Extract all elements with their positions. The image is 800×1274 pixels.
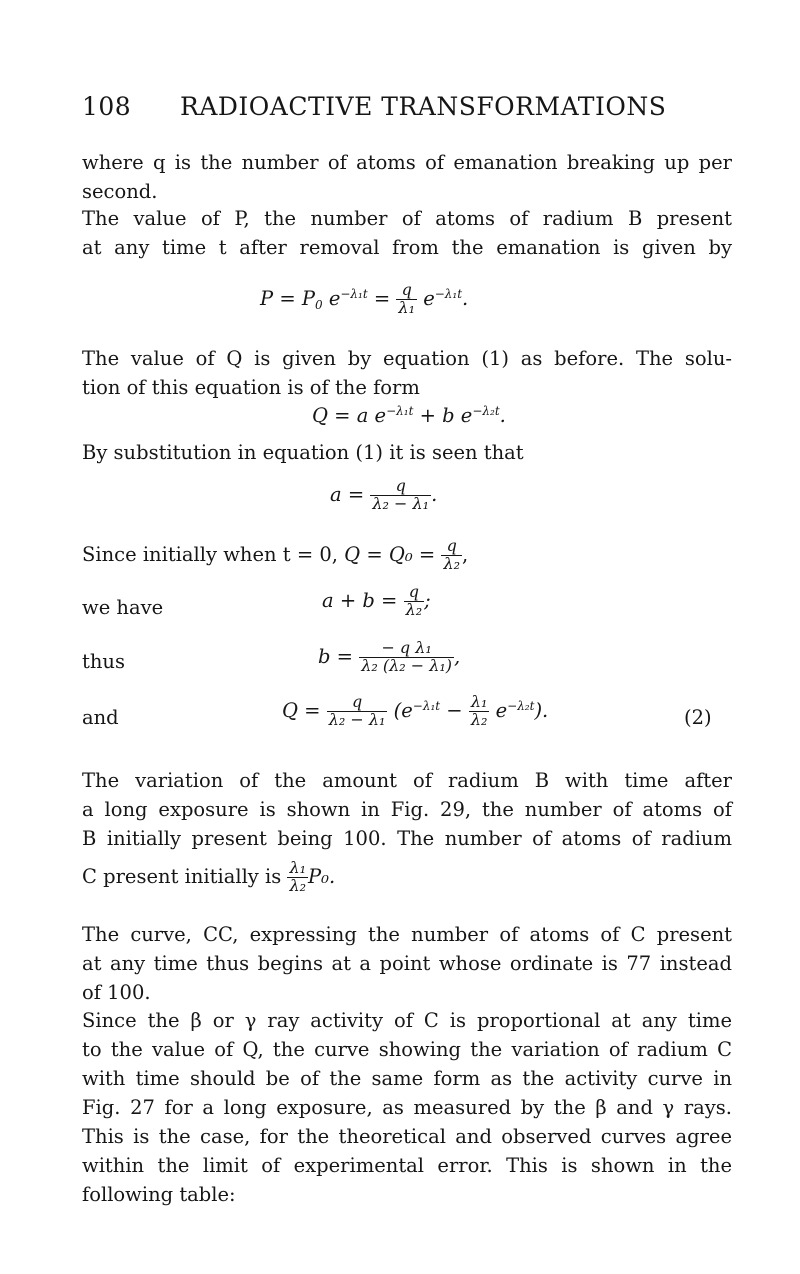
equation-p: $P = P_0$ $e^{-\lambda_1t}$ = $\frac{q}{\text{λ₁}}$ $e^{-\lambda_1t}$. xyxy=(260,280,469,317)
paragraph-4: By substitution in equation (1) it is seen that xyxy=(82,441,524,464)
page-title: RADIOACTIVE TRANSFORMATIONS xyxy=(180,92,667,121)
running-header xyxy=(82,92,718,128)
equation-2: Q = $\frac{q}{\text{λ₂ − λ₁}}$ ($e^{-\lambda_1t}$ − $\frac{\text{λ₁}}{\text{λ₂}}$ $e^{-\lambda_2t}$). xyxy=(282,692,549,729)
label-thus: thus xyxy=(82,650,125,673)
label-we-have: we have xyxy=(82,596,164,619)
paragraph-5-last-line: C present initially is $\frac{\text{λ₁}}{\text{λ₂}}$ P₀. xyxy=(82,858,336,895)
equation-a: a = $\frac{q}{\text{λ₂ − λ₁}}$ . xyxy=(330,476,438,513)
equation-a-plus-b: a + b = $\frac{q}{\text{λ₂}}$ ; xyxy=(322,582,431,619)
equation-number: (2) xyxy=(684,706,712,729)
equation-b: b = $\frac{\text{− q λ₁}}{\text{λ₂ (λ₂ − λ₁)}}$ , xyxy=(318,638,461,675)
paragraph-3: The value of Q is given by equation (1) as before. The solu- tion of this equation is of the form xyxy=(82,347,732,399)
paragraph-6: The curve, CC, expressing the number of atoms of C present at any time thus begins at a point whose ordinate is 77 instead of 100. xyxy=(82,923,732,1004)
page-number: 108 xyxy=(82,92,132,121)
paragraph-1: where q is the number of atoms of emanation breaking up per second. xyxy=(82,151,732,203)
paragraph-2: The value of P, the number of atoms of radium B present at any time t after removal from the emanation is given by xyxy=(82,207,732,259)
initial-condition: Since initially when t = 0, Q = Q₀ = $\frac{q}{\text{λ₂}}$ , xyxy=(82,536,469,573)
paragraph-7: Since the β or γ ray activity of C is proportional at any time to the value of Q, the curve showing the variation of radium C with time should be of the same form as the activity curve in Fig. 27 for a long exposure, as measured by the β and γ rays. This is the case, for the theoretical and observed curves agree within the limit of experimental error. This is shown in the following table: xyxy=(82,1009,732,1206)
paragraph-5: The variation of the amount of radium B with time after a long exposure is shown in Fig. 29, the number of atoms of B initially present being 100. The number of atoms of radium xyxy=(82,769,732,850)
label-and: and xyxy=(82,706,119,729)
equation-q-form: Q = a $e^{-\lambda_1t} + b$ $e^{-\lambda_2t}$. xyxy=(312,404,506,427)
